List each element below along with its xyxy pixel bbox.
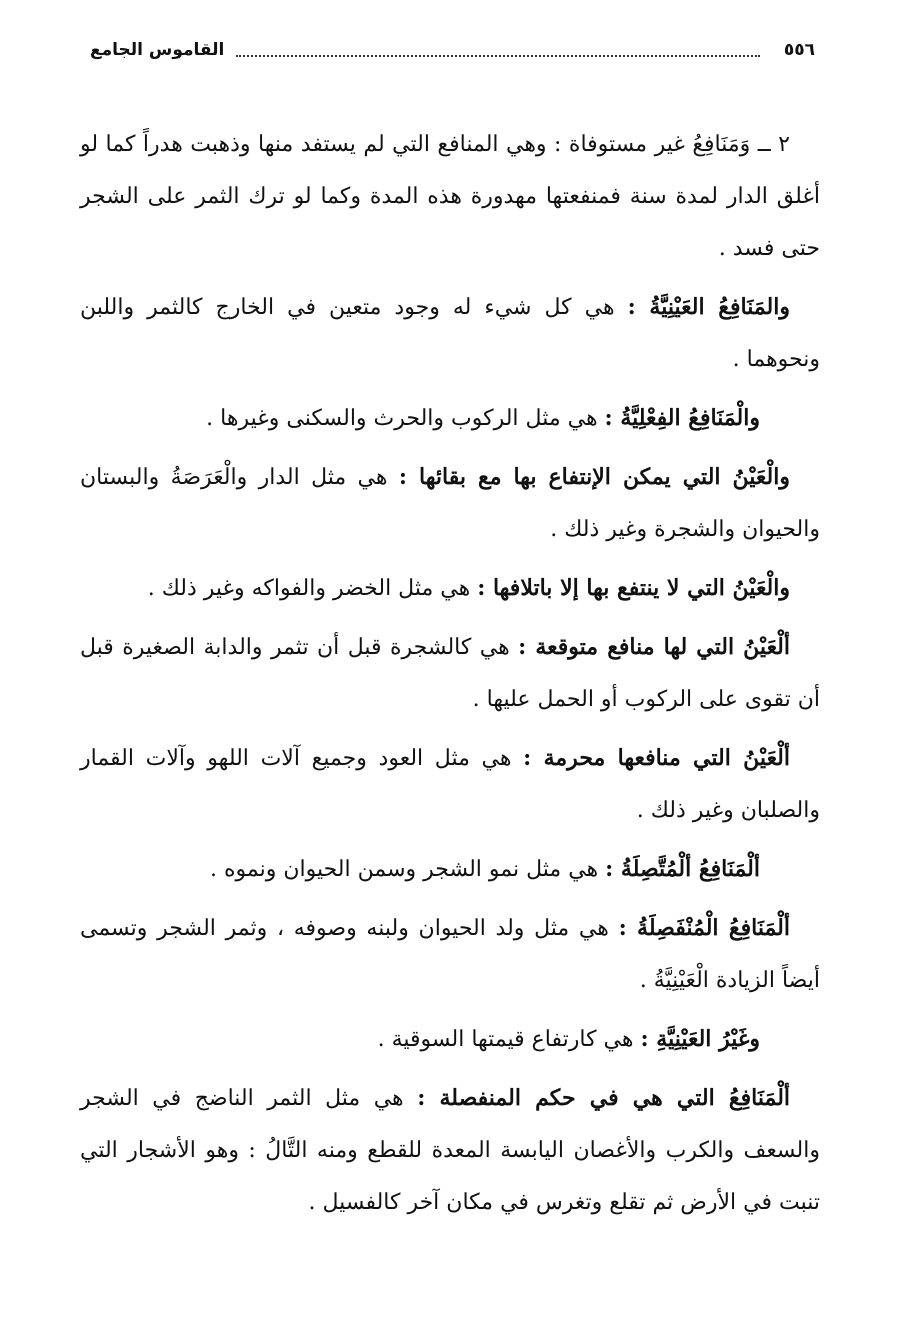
- book-title: القاموس الجامع: [90, 40, 225, 60]
- entry-term: ألْمَنَافِعُ الْمُنْفَصِلَةُ :: [618, 915, 790, 941]
- entry-paragraph: [80, 843, 820, 896]
- entry-text: هي مثل الخضر والفواكه وغير ذلك .: [147, 576, 478, 601]
- page-body: [80, 118, 820, 1235]
- entry-text: هي مثل الثمر الناضج في الشجر والسعف والكرب والأغصان اليابسة المعدة للقطع ومنه التَّالُ : وهو الأشجار التي تنبت في الأرض ثم تقلع وتغرس في مكان آخر كالفسيل .: [80, 1086, 820, 1215]
- entry-term: وغَيْرُ العَيْنِيَّةِ :: [640, 1026, 760, 1052]
- header-dotted-leader: [236, 55, 759, 57]
- entry-paragraph: [80, 621, 820, 726]
- entry-term: ألْمَنَافِعُ ألْمُتَّصِلَةُ :: [605, 856, 760, 882]
- entry-term: والْعَيْنُ التي لا ينتفع بها إلا باتلافها :: [477, 575, 790, 601]
- page-number: ٥٥٦: [783, 40, 815, 60]
- entry-term: ألْعَيْنُ التي لها منافع متوقعة :: [518, 634, 791, 660]
- entry-text: هي مثل نمو الشجر وسمن الحيوان ونموه .: [210, 857, 606, 882]
- entry-paragraph: [80, 562, 820, 615]
- entry-paragraph: [80, 902, 820, 1007]
- entry-term: والْمَنَافِعُ الفِعْلِيَّةُ :: [604, 405, 760, 431]
- entry-text: هي مثل الدار والْعَرَصَةُ والبستان والحيوان والشجرة وغير ذلك .: [80, 465, 820, 542]
- entry-text: هي كارتفاع قيمتها السوقية .: [377, 1027, 641, 1052]
- entry-paragraph: [80, 118, 820, 275]
- entry-paragraph: [80, 281, 820, 386]
- entry-term: ألْعَيْنُ التي منافعها محرمة :: [523, 745, 790, 771]
- running-header: [90, 30, 815, 70]
- entry-paragraph: [80, 392, 820, 445]
- entry-term: والْعَيْنُ التي يمكن الإنتفاع بها مع بقائها :: [398, 464, 790, 490]
- entry-paragraph: [80, 1072, 820, 1229]
- entry-paragraph: [80, 732, 820, 837]
- entry-term: والمَنَافِعُ العَيْنِيَّةُ :: [627, 294, 790, 320]
- entry-paragraph: [80, 1013, 820, 1066]
- entry-text: هي كل شيء له وجود متعين في الخارج كالثمر واللبن ونحوهما .: [80, 295, 820, 372]
- entry-paragraph: [80, 451, 820, 556]
- entry-term: ألْمَنَافِعُ التي هي في حكم المنفصلة :: [417, 1085, 791, 1111]
- entry-text: هي مثل العود وجميع آلات اللهو وآلات القمار والصلبان وغير ذلك .: [80, 746, 820, 823]
- entry-text: ٢ ــ وَمَنَافِعُ غير مستوفاة : وهي المنافع التي لم يستفد منها وذهبت هدراً كما لو أغلق الدار لمدة سنة فمنفعتها مهدورة هذه المدة وكما لو ترك الثمر على الشجر حتى فسد .: [80, 132, 820, 261]
- entry-text: هي مثل الركوب والحرث والسكنى وغيرها .: [206, 406, 605, 431]
- entry-text: هي كالشجرة قبل أن تثمر والدابة الصغيرة قبل أن تقوى على الركوب أو الحمل عليها .: [80, 635, 820, 712]
- entry-text: هي مثل ولد الحيوان ولبنه وصوفه ، وثمر الشجر وتسمى أيضاً الزيادة الْعَيْنِيَّةُ .: [80, 916, 820, 993]
